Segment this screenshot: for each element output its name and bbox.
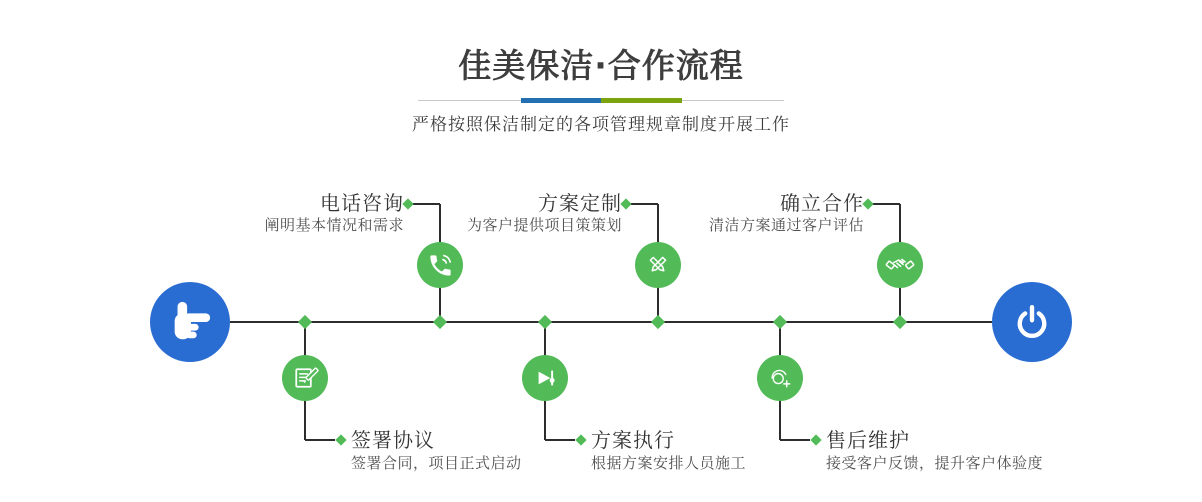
headset-icon (766, 364, 794, 392)
step-title: 方案执行 (591, 428, 675, 452)
connector-line (412, 203, 440, 205)
timeline-line (230, 321, 992, 323)
step-node-design (635, 242, 681, 288)
phone-icon (427, 252, 454, 279)
connector-line (545, 439, 575, 441)
label-diamond-marker (620, 198, 631, 209)
step-desc: 接受客户反馈，提升客户体验度 (826, 454, 1044, 472)
design-tools-icon (644, 251, 672, 279)
step-desc: 清洁方案通过客户评估 (708, 216, 864, 234)
step-title: 方案定制 (538, 191, 622, 215)
flow-end-node (992, 282, 1072, 362)
timeline-diamond-marker (433, 315, 447, 329)
label-diamond-marker (402, 198, 413, 209)
label-diamond-marker (335, 434, 346, 445)
step-node-contract (282, 355, 328, 401)
step-title: 电话咨询 (320, 191, 404, 215)
timeline-diamond-marker (538, 315, 552, 329)
step-node-aftersales (757, 355, 803, 401)
play-icon (531, 364, 559, 392)
pointing-hand-icon (167, 299, 213, 345)
step-desc: 签署合同，项目正式启动 (351, 454, 522, 472)
connector-line (872, 203, 900, 205)
connector-line (305, 439, 335, 441)
timeline-diamond-marker (298, 315, 312, 329)
handshake-icon (885, 250, 915, 280)
step-title: 售后维护 (826, 428, 910, 452)
step-node-phone (417, 242, 463, 288)
label-diamond-marker (810, 434, 821, 445)
step-title: 签署协议 (351, 428, 435, 452)
timeline-diamond-marker (773, 315, 787, 329)
label-diamond-marker (862, 198, 873, 209)
timeline-diamond-marker (651, 315, 665, 329)
step-desc: 根据方案安排人员施工 (591, 454, 747, 472)
step-desc: 阐明基本情况和需求 (264, 216, 404, 234)
step-node-handshake (877, 242, 923, 288)
timeline-diamond-marker (893, 315, 907, 329)
label-diamond-marker (575, 434, 586, 445)
step-node-execute (522, 355, 568, 401)
connector-line (780, 439, 810, 441)
connector-line (630, 203, 658, 205)
contract-icon (291, 364, 319, 392)
step-title: 确立合作 (780, 191, 864, 215)
divider-accent-blue (521, 98, 601, 103)
power-icon (1011, 301, 1053, 343)
flow-start-node (150, 282, 230, 362)
step-desc: 为客户提供项目策策划 (466, 216, 622, 234)
page-subtitle: 严格按照保洁制定的各项管理规章制度开展工作 (412, 115, 790, 135)
divider-accent-green (601, 98, 682, 103)
page-title: 佳美保洁·合作流程 (458, 46, 744, 85)
